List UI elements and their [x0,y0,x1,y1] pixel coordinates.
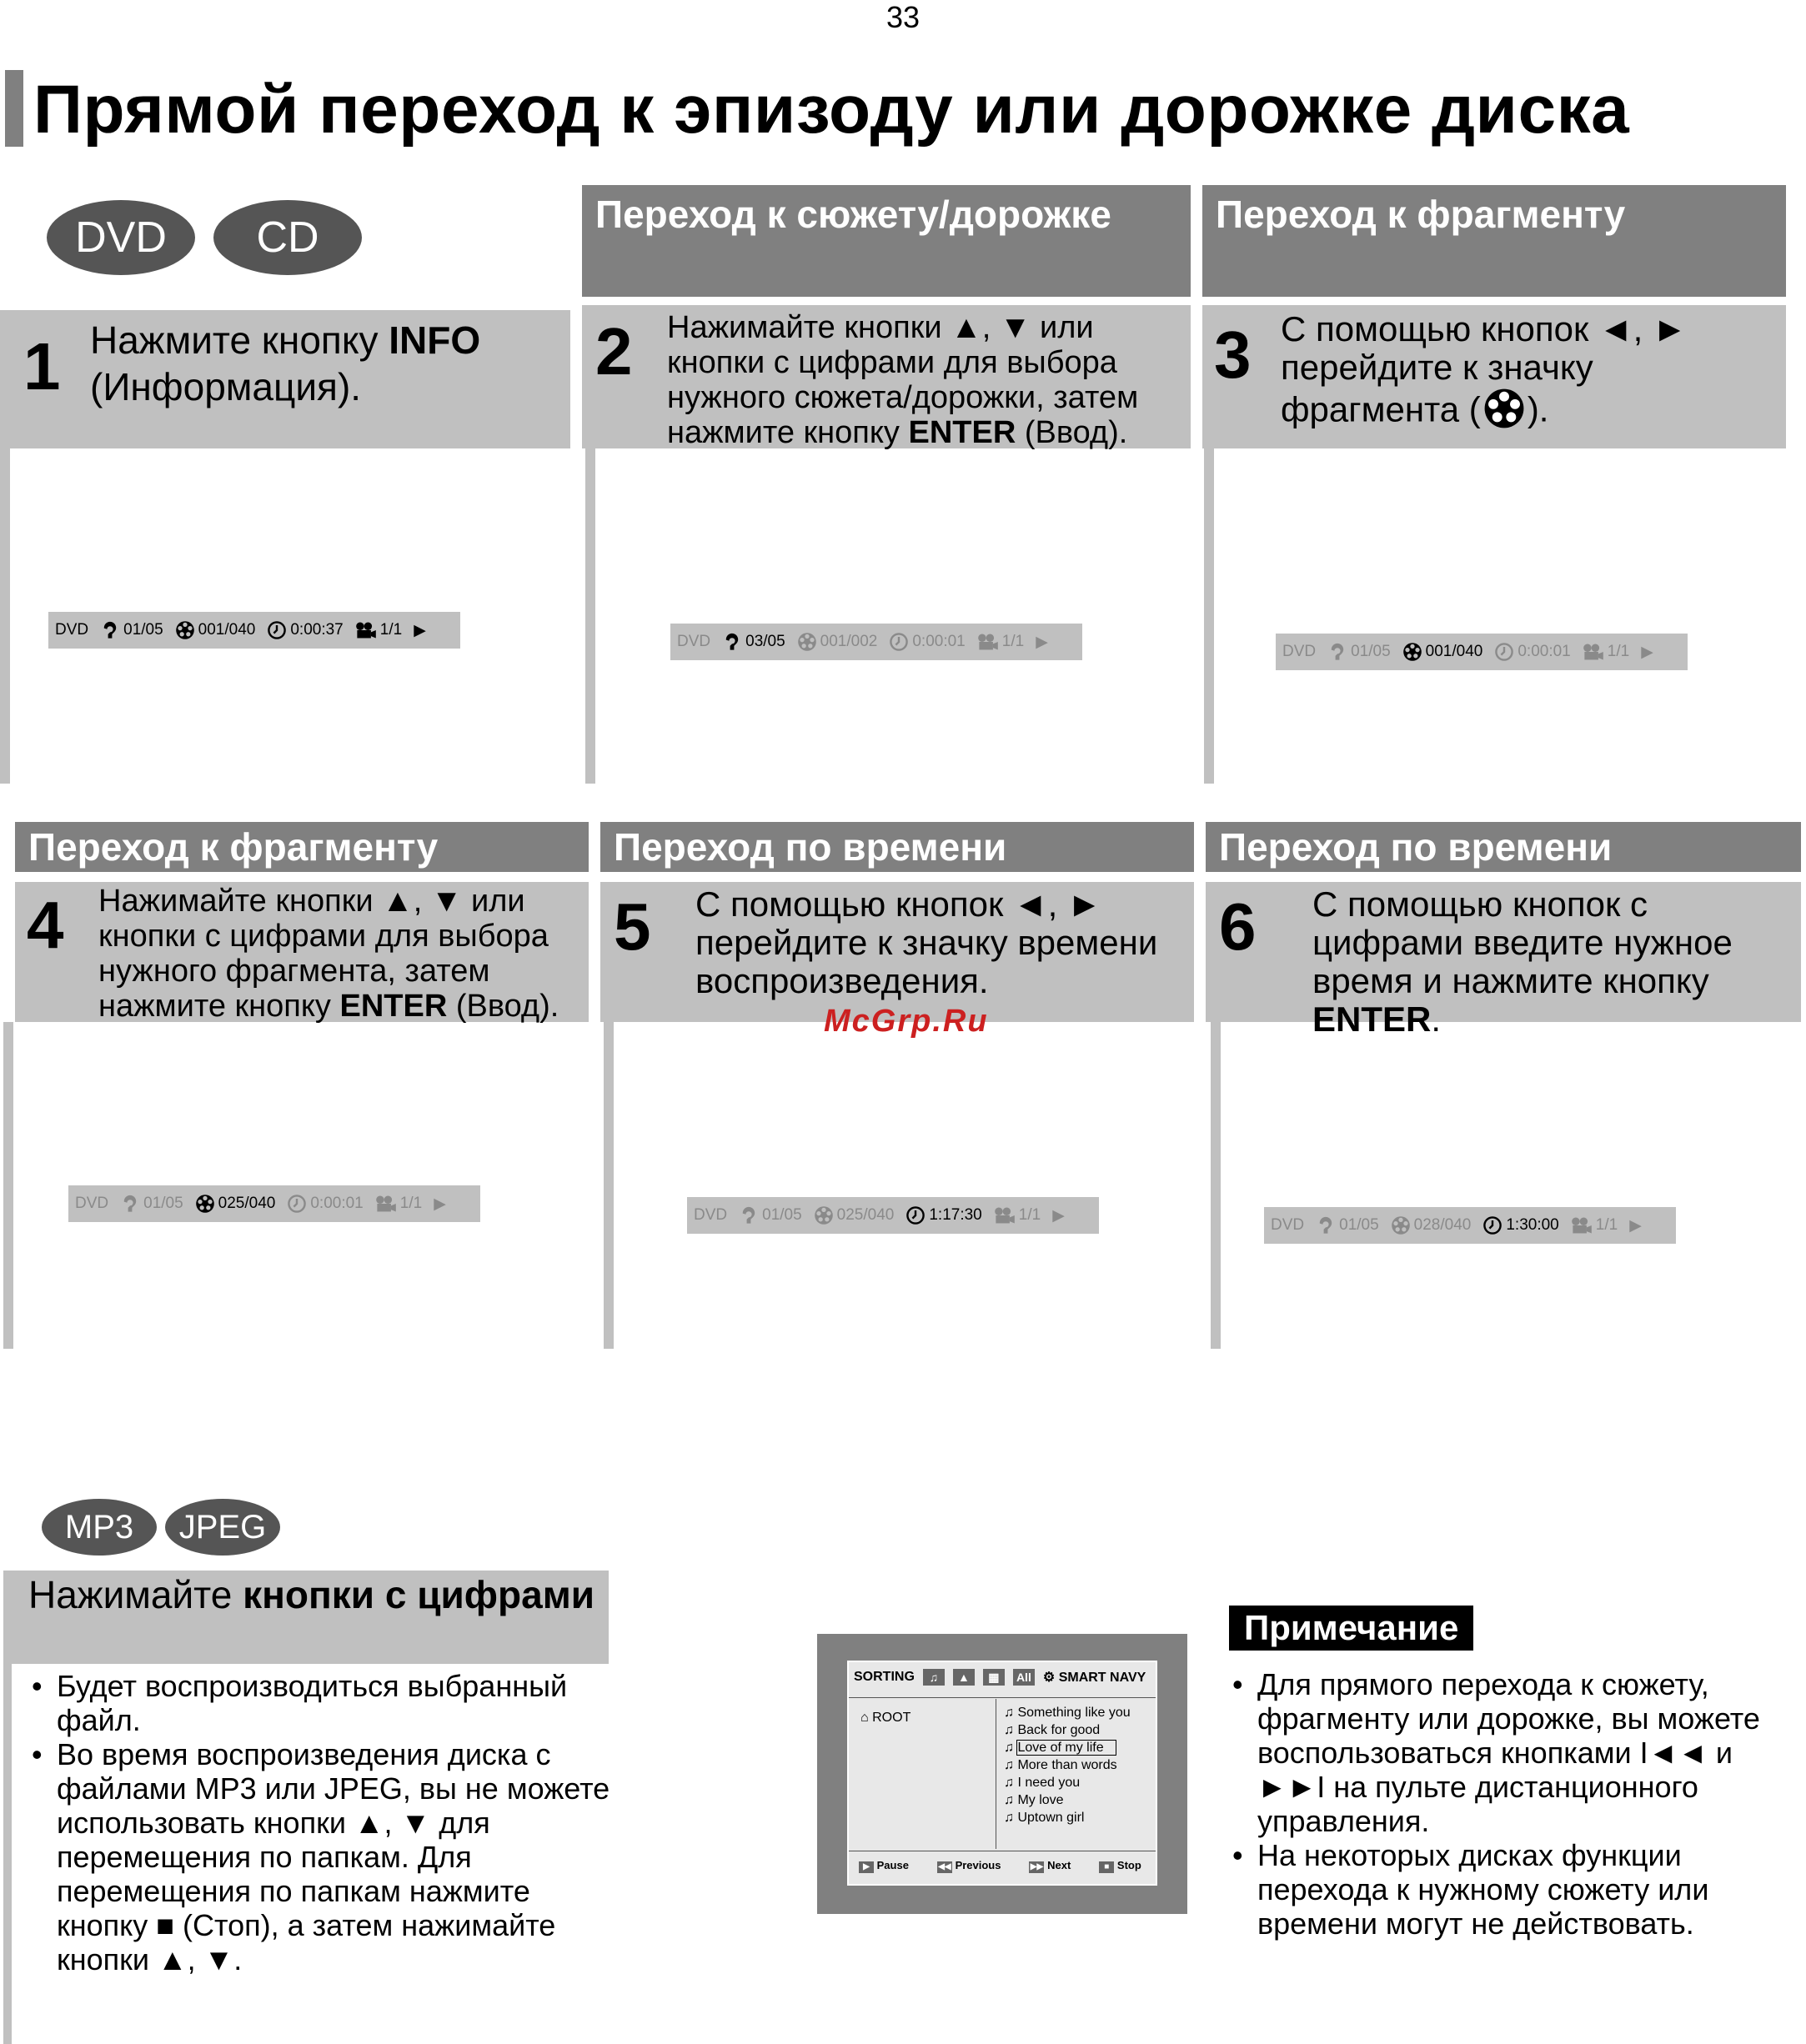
osd-title-value: 01/05 [143,1195,183,1212]
step-3-box [1202,305,1786,448]
osd-chapter [814,1205,895,1225]
osd-angle [1571,1216,1618,1235]
step-6-box [1206,882,1801,1039]
osd-time-value: 1:30:00 [1506,1216,1559,1234]
step-2-box [582,305,1191,448]
track-title: Uptown girl [1017,1811,1085,1825]
section-label: Переход к фрагменту [28,825,439,869]
note-bullets [1232,1667,1783,1941]
osd-title-value: 03/05 [745,633,785,650]
osd-angle-value: 1/1 [399,1195,423,1212]
track-title: I need you [1017,1776,1081,1790]
divider-line [1211,1022,1221,1349]
track-title: Something like you [1017,1706,1131,1720]
section-time-a [600,822,1194,872]
osd-angle [355,621,402,639]
osd-time [287,1194,363,1214]
section-label: Переход по времени [1219,825,1613,869]
osd-chapter-icon [797,632,817,652]
music-note-icon: ♫ [1004,1706,1018,1720]
osd-angle-value: 1/1 [1607,643,1630,660]
stop-hint: ■ Stop [1099,1859,1141,1873]
step-number: 2 [595,314,633,388]
root-folder [860,1709,911,1726]
osd-angle-icon [1571,1216,1593,1235]
osd-angle-value: 1/1 [1595,1216,1618,1234]
osd-title-value: 01/05 [1339,1216,1379,1234]
step-text: Нажмите кнопку INFO (Информация). [90,318,481,408]
osd-chapter [1391,1215,1472,1235]
osd-play-icon: ▶ [1629,1216,1642,1235]
menu-screen-inner [847,1661,1157,1886]
bullet-item: • Будет воспроизводиться выбранный файл. [32,1669,615,1737]
dvd-badge [47,200,195,275]
watermark: McGrp.Ru [824,1004,989,1039]
mp3-badge [42,1499,157,1556]
osd-bar-4 [68,1185,480,1222]
osd-angle-icon [375,1195,397,1213]
chapter-icon [1482,387,1526,438]
osd-angle-value: 1/1 [379,621,403,639]
osd-chapter-value: 028/040 [1413,1216,1472,1234]
step-text: С помощью кнопок ◄, ► перейдите к значку времени воспроизведения. [695,884,1158,1000]
osd-chapter-icon [195,1194,215,1214]
step-1-box [0,310,570,448]
osd-bar-6 [1264,1207,1676,1244]
list-item[interactable] [1004,1756,1154,1774]
osd-chapter-icon [1391,1215,1411,1235]
osd-title-value: 01/05 [762,1206,802,1224]
osd-time-value: 0:00:01 [912,633,966,650]
osd-title [1316,1215,1379,1235]
osd-time-icon [267,620,287,640]
osd-chapter-value: 025/040 [836,1206,895,1224]
list-item[interactable] [1004,1791,1154,1809]
divider-line [3,1664,12,2044]
osd-title-icon [1327,642,1347,662]
osd-title-icon [1316,1215,1336,1235]
osd-title [100,620,163,640]
osd-disc [677,633,710,651]
cd-badge [213,200,362,275]
osd-chapter-value: 001/002 [820,633,878,650]
osd-angle-value: 1/1 [1001,633,1025,650]
osd-play-icon: ▶ [434,1195,446,1213]
osd-title-icon [120,1194,140,1214]
section-label: Переход к фрагменту [1216,193,1626,236]
osd-chapter-icon [814,1205,834,1225]
track-title: More than words [1017,1758,1117,1772]
menu-divider [849,1697,1156,1698]
music-note-icon: ♫ [1004,1741,1018,1755]
music-note-icon: ♫ [1004,1723,1018,1737]
osd-title-value: 01/05 [1351,643,1391,660]
osd-time-value: 0:00:37 [290,621,344,639]
osd-disc-value: DVD [677,633,711,650]
previous-hint: ◀◀ Previous [938,1859,1001,1871]
mp3-bullets [32,1669,615,1976]
osd-disc [1271,1216,1304,1235]
osd-disc-value: DVD [55,621,89,639]
bullet-item: • Для прямого перехода к сюжету, фрагменту или дорожке, вы можете воспользоваться кнопками I◄◄ и ►►I на пульте дистанционного управления. [1232,1667,1783,1838]
step-number: 3 [1214,318,1252,392]
step-text: Нажимайте кнопки ▲, ▼ или кнопки с цифрами для выбора нужного фрагмента, затем нажмите кнопку ENTER (Ввод). [98,884,559,1024]
list-item[interactable] [1004,1739,1154,1756]
pause-hint: ▶ Pause [859,1859,909,1873]
section-label: Переход по времени [614,825,1007,869]
divider-line [585,448,595,784]
osd-chapter [1402,642,1483,662]
osd-disc [55,621,88,639]
osd-time-value: 0:00:01 [1518,643,1571,660]
osd-title [722,632,785,652]
osd-time-icon [1494,642,1514,662]
badge-label: MP3 [64,1508,134,1546]
osd-chapter [797,632,878,652]
osd-play-icon: ▶ [1052,1206,1065,1225]
osd-play-icon: ▶ [1641,643,1653,661]
page-title: Прямой переход к эпизоду или дорожке диска [33,72,1630,148]
osd-bar-3 [1276,634,1688,670]
osd-title [739,1205,802,1225]
menu-bottom-bar [859,1859,1141,1873]
folder-icon: ⌂ [860,1711,869,1725]
step-number: 4 [27,888,64,962]
list-item[interactable] [1004,1721,1154,1739]
osd-angle-icon [1583,643,1604,661]
osd-time [906,1205,981,1225]
osd-bar-5 [687,1197,1099,1234]
step-5-box [600,882,1194,1022]
osd-play-icon: ▶ [1036,633,1048,651]
osd-time-icon [889,632,909,652]
step-number: 5 [614,889,651,964]
osd-angle-value: 1/1 [1018,1206,1041,1224]
step-number: 6 [1219,889,1257,964]
osd-title-icon [100,620,120,640]
divider-line [3,1022,13,1349]
osd-angle [375,1195,422,1213]
menu-screen [817,1634,1187,1914]
section-chapter-top [1202,185,1786,297]
music-note-icon: ♫ [1004,1811,1018,1825]
section-label: Переход к сюжету/дорожке [595,193,1111,236]
track-title: Back for good [1017,1723,1101,1737]
osd-chapter [175,620,256,640]
osd-bar-1 [48,612,460,649]
osd-title-icon [722,632,742,652]
bullet-item: • На некоторых дисках функции перехода к нужному сюжету или времени могут не действовать. [1232,1838,1783,1941]
title-accent-bar [5,70,23,147]
badge-label: JPEG [178,1508,267,1546]
osd-chapter-value: 001/040 [198,621,256,639]
section-title-track [582,185,1191,297]
step-text: Нажимайте кнопки ▲, ▼ или кнопки с цифрами для выбора нужного сюжета/дорожки, затем нажмите кнопку ENTER (Ввод). [667,310,1139,450]
track-list [1004,1704,1154,1826]
step-4-box [15,882,589,1022]
osd-angle-icon [977,633,999,651]
step-number: 1 [23,329,61,403]
osd-bar-2 [670,624,1082,660]
list-item[interactable] [1004,1704,1154,1721]
osd-angle [994,1206,1041,1225]
osd-time-value: 0:00:01 [310,1195,364,1212]
osd-chapter-icon [1402,642,1422,662]
osd-title [1327,642,1391,662]
osd-time [1494,642,1570,662]
badge-label: CD [256,213,319,262]
osd-title-value: 01/05 [123,621,163,639]
osd-time [889,632,965,652]
osd-disc [1282,643,1316,661]
sorting-label: SORTING [854,1670,915,1684]
divider-line [1204,448,1214,784]
movie-icon: ▦ [983,1669,1005,1686]
osd-angle [977,633,1024,651]
osd-play-icon: ▶ [414,621,426,639]
music-icon: ♫ [923,1669,945,1686]
smart-navy-label: ⚙ SMART NAVY [1042,1671,1146,1685]
osd-disc-value: DVD [1271,1216,1305,1234]
track-title: Love of my life [1017,1741,1115,1755]
music-note-icon: ♫ [1004,1776,1018,1790]
osd-chapter [195,1194,276,1214]
osd-time-value: 1:17:30 [929,1206,982,1224]
note-label: Примечание [1229,1606,1473,1651]
osd-time-icon [287,1194,307,1214]
section-time-b [1206,822,1801,872]
osd-title [120,1194,183,1214]
osd-chapter-value: 025/040 [218,1195,276,1212]
osd-angle [1583,643,1629,661]
section-chapter-bottom [15,822,589,872]
osd-disc [75,1195,108,1213]
music-note-icon: ♫ [1004,1793,1018,1807]
root-label: ROOT [872,1711,911,1725]
badge-label: DVD [75,213,167,262]
osd-chapter-value: 001/040 [1425,643,1483,660]
osd-time [1482,1215,1558,1235]
jpeg-badge [165,1499,280,1556]
divider-line [0,448,10,784]
track-title: My love [1017,1793,1064,1807]
all-button: All [1013,1669,1035,1686]
mp3-step-box [3,1571,609,1664]
osd-disc-value: DVD [75,1195,109,1212]
page-number: 33 [885,0,921,34]
osd-angle-icon [994,1206,1016,1225]
osd-angle-icon [355,621,377,639]
osd-chapter-icon [175,620,195,640]
divider-line [604,1022,614,1349]
step-text: С помощью кнопок ◄, ► перейдите к значку фрагмента ( ). [1281,310,1774,438]
step-text: С помощью кнопок с цифрами введите нужное время и нажмите кнопку ENTER. [1312,884,1733,1039]
osd-disc-value: DVD [694,1206,728,1224]
music-note-icon: ♫ [1004,1758,1018,1772]
next-hint: ▶▶ Next [1030,1859,1071,1871]
list-item[interactable] [1004,1809,1154,1826]
menu-top-bar [854,1669,1146,1686]
mp3-step-heading: Нажимайте кнопки с цифрами [28,1573,595,1616]
osd-time [267,620,343,640]
osd-time-icon [906,1205,926,1225]
osd-time-icon [1482,1215,1502,1235]
photo-icon: ▲ [953,1669,975,1686]
bullet-item: • Во время воспроизведения диска с файлами MP3 или JPEG, вы не можете использовать кнопки ▲, ▼ для перемещения по папкам. Для перемещения по папкам нажмите кнопку ■ (Стоп), а затем нажимайте кнопки ▲, ▼. [32,1737,615,1976]
osd-disc-value: DVD [1282,643,1317,660]
osd-title-icon [739,1205,759,1225]
list-item[interactable] [1004,1774,1154,1791]
osd-disc [694,1206,727,1225]
